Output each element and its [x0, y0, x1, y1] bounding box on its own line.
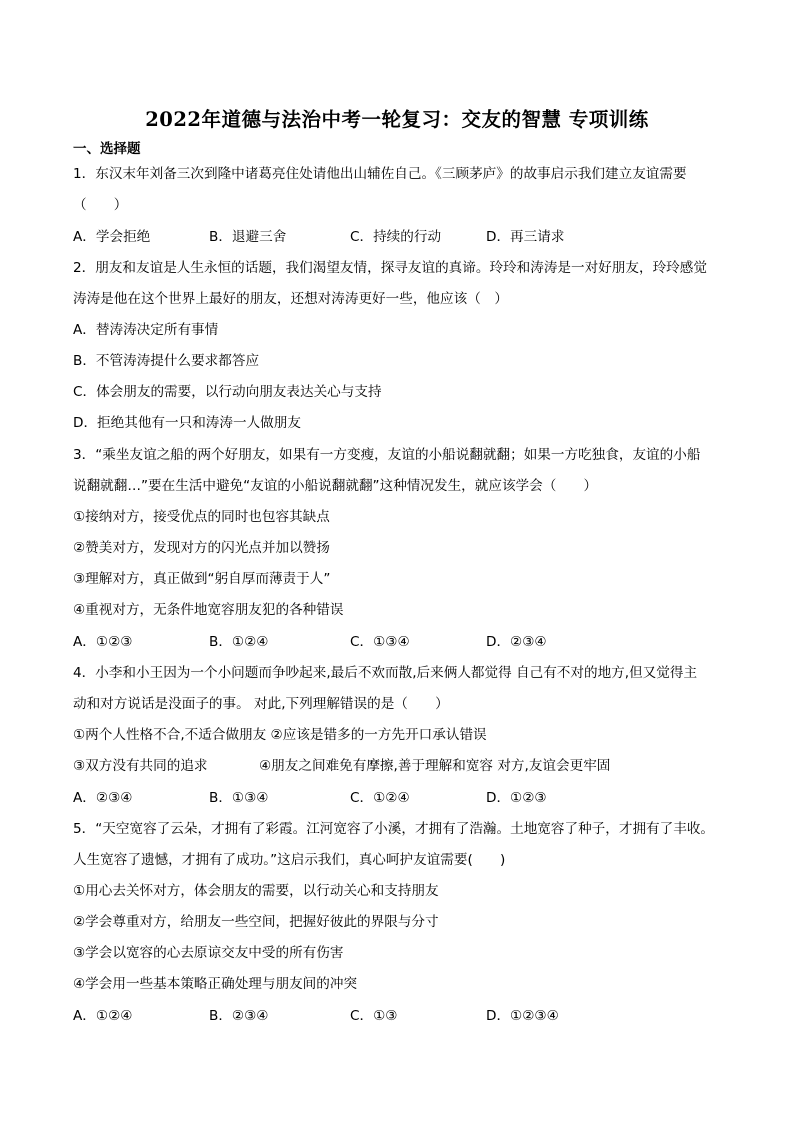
q4-statement-3: ③双方没有共同的追求	[73, 758, 208, 774]
q5-option-c: C．①③	[350, 1008, 398, 1024]
q4-option-a: A．②③④	[73, 790, 133, 806]
q4-option-c: C．①②④	[350, 790, 410, 806]
q5-stem-line-2: 人生宽容了遗憾，才拥有了成功。”这启示我们，真心呵护友谊需要( )	[73, 852, 506, 868]
q1-option-d: D．再三请求	[486, 229, 565, 245]
q1-stem-line-2: （ ）	[73, 197, 128, 213]
q5-option-b: B．②③④	[209, 1008, 269, 1024]
q4-statements-1-2: ①两个人性格不合,不适合做朋友 ②应该是错多的一方先开口承认错误	[73, 727, 487, 743]
q3-option-c: C．①③④	[350, 634, 410, 650]
q3-stem-line-1: 3．“乘坐友谊之船的两个好朋友，如果有一方变瘦，友谊的小船说翻就翻；如果一方吃独食，友谊的小船	[73, 447, 701, 463]
q3-stem-line-2: 说翻就翻…”要在生活中避免“友谊的小船说翻就翻”这种情况发生，就应该学会（ ）	[73, 478, 598, 494]
q4-stem-line-1: 4．小李和小王因为一个小问题而争吵起来,最后不欢而散,后来俩人都觉得 自己有不对的地方,但又觉得主	[73, 665, 698, 681]
q2-option-b: B．不管涛涛提什么要求都答应	[73, 353, 260, 369]
q5-statement-1: ①用心去关怀对方，体会朋友的需要，以行动关心和支持朋友	[73, 883, 439, 899]
q2-stem-line-2: 涛涛是他在这个世界上最好的朋友，还想对涛涛更好一些，他应该（ ）	[73, 291, 508, 307]
q1-option-a: A．学会拒绝	[73, 229, 151, 245]
q2-option-c: C．体会朋友的需要，以行动向朋友表达关心与支持	[73, 384, 382, 400]
q2-option-d: D．拒绝其他有一只和涛涛一人做朋友	[73, 415, 301, 431]
q2-option-a: A．替涛涛决定所有事情	[73, 322, 219, 338]
q5-statement-2: ②学会尊重对方，给朋友一些空间，把握好彼此的界限与分寸	[73, 914, 439, 930]
q3-statement-1: ①接纳对方，接受优点的同时也包容其缺点	[73, 509, 330, 525]
q3-option-b: B．①②④	[209, 634, 269, 650]
q3-statement-2: ②赞美对方，发现对方的闪光点并加以赞扬	[73, 540, 330, 556]
q4-option-d: D．①②③	[486, 790, 547, 806]
q1-stem-line-1: 1．东汉末年刘备三次到隆中诸葛亮住处请他出山辅佐自己。《三顾茅庐》的故事启示我们建立友谊需要	[73, 166, 687, 182]
q3-statement-3: ③理解对方，真正做到“躬自厚而薄责于人”	[73, 571, 331, 587]
q3-statement-4: ④重视对方，无条件地宽容朋友犯的各种错误	[73, 602, 344, 618]
q3-option-a: A．①②③	[73, 634, 133, 650]
q5-statement-3: ③学会以宽容的心去原谅交友中受的所有伤害	[73, 945, 344, 961]
page-title: 2022年道德与法治中考一轮复习：交友的智慧 专项训练	[145, 108, 649, 131]
q4-option-b: B．①③④	[209, 790, 269, 806]
q5-option-a: A．①②④	[73, 1008, 133, 1024]
q4-statement-4: ④朋友之间难免有摩擦,善于理解和宽容 对方,友谊会更牢固	[259, 758, 611, 774]
section-heading: 一、选择题	[73, 141, 141, 157]
q5-statement-4: ④学会用一些基本策略正确处理与朋友间的冲突	[73, 976, 358, 992]
q5-option-d: D．①②③④	[486, 1008, 559, 1024]
q1-option-c: C．持续的行动	[350, 229, 442, 245]
q5-stem-line-1: 5．“天空宽容了云朵，才拥有了彩霞。江河宽容了小溪，才拥有了浩瀚。土地宽容了种子，才拥有了丰收。	[73, 821, 715, 837]
q2-stem-line-1: 2．朋友和友谊是人生永恒的话题，我们渴望友情，探寻友谊的真谛。玲玲和涛涛是一对好朋友，玲玲感觉	[73, 260, 707, 276]
q1-option-b: B．退避三舍	[209, 229, 287, 245]
q4-stem-line-2: 动和对方说话是没面子的事。 对此,下列理解错误的是（ ）	[73, 696, 449, 712]
q3-option-d: D．②③④	[486, 634, 547, 650]
